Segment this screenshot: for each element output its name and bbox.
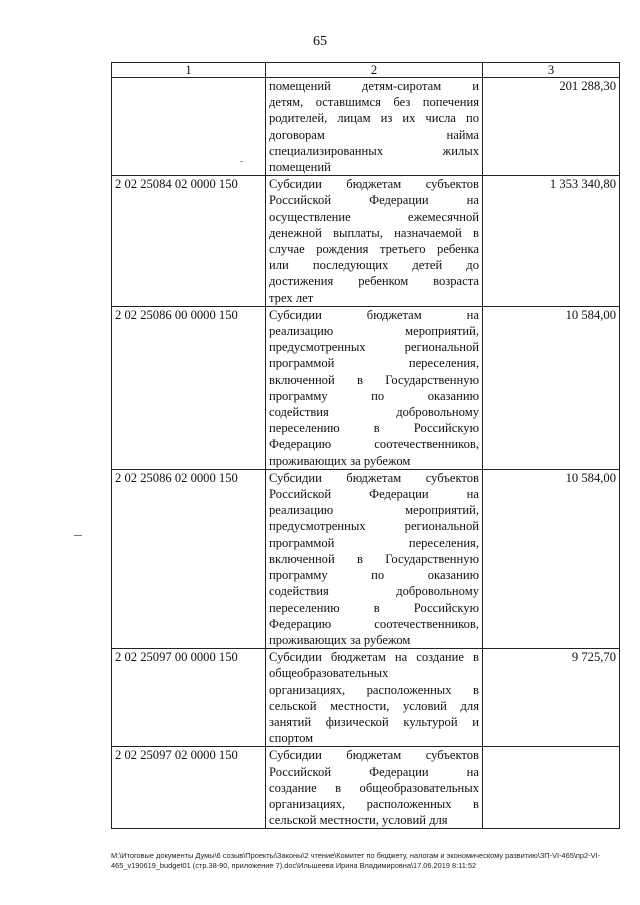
description-line: Субсидии бюджетам субъектов: [269, 177, 479, 192]
description-line: Федерацию соотечественников,: [269, 437, 479, 452]
description-line: Российской Федерации на: [269, 193, 479, 208]
description-line: предусмотренных региональной: [269, 340, 479, 355]
table-row: [112, 306, 620, 469]
description-line: проживающих за рубежом: [269, 632, 411, 647]
table-header-row: [112, 63, 620, 78]
description-line: Субсидии бюджетам на создание в: [269, 650, 479, 665]
description-line: занятий физической культурой и: [269, 714, 479, 729]
description-line: помещений: [269, 160, 331, 175]
budget-code-cell: 2 02 25086 02 0000 150: [112, 469, 266, 648]
scan-artifact: [74, 535, 82, 536]
description-line: родителей, лицам из их числа по: [269, 111, 479, 126]
footer-line-1: М:\Итоговые документы Думы\6 созыв\Проекты\Законы\2 чтение\Комитет по бюджету, налогам и экономическому развитию\ЗП-VI-465\пр2-VI-: [111, 851, 601, 860]
table-row: [112, 649, 620, 747]
description-line: организациях, расположенных в: [269, 682, 479, 697]
description-line: Субсидии бюджетам субъектов: [269, 748, 479, 763]
description-line: спортом: [269, 731, 314, 746]
description-line: Федерацию соотечественников,: [269, 616, 479, 631]
description-line: переселению в Российскую: [269, 421, 479, 436]
page-number: 65: [313, 34, 327, 49]
description-line: включенной в Государственную: [269, 551, 479, 566]
description-line: трех лет: [269, 290, 314, 305]
amount-cell: 1 353 340,80: [483, 176, 620, 307]
description-line: переселению в Российскую: [269, 600, 479, 615]
description-line: денежной выплаты, назначаемой в: [269, 225, 479, 240]
description-line: договорам найма: [269, 127, 479, 142]
budget-code-cell: 2 02 25086 00 0000 150: [112, 306, 266, 469]
budget-code-cell: 2 02 25084 02 0000 150: [112, 176, 266, 307]
amount-cell: 201 288,30: [483, 78, 620, 176]
description-cell: [266, 306, 483, 469]
description-line: Субсидии бюджетам на: [269, 307, 479, 322]
description-line: организациях, расположенных в: [269, 796, 479, 811]
column-header-1: 1: [112, 63, 266, 78]
amount-cell: 9 725,70: [483, 649, 620, 747]
description-cell: [266, 469, 483, 648]
budget-table: [111, 62, 620, 829]
amount-cell: 10 584,00: [483, 306, 620, 469]
description-line: проживающих за рубежом: [269, 453, 411, 468]
description-line: случае рождения третьего ребенка: [269, 242, 479, 257]
description-line: сельской местности, условий для: [269, 698, 479, 713]
description-line: или последующих детей до: [269, 258, 479, 273]
description-line: Субсидии бюджетам субъектов: [269, 470, 479, 485]
description-line: предусмотренных региональной: [269, 519, 479, 534]
description-line: помещений детям-сиротам и: [269, 79, 479, 93]
description-line: осуществление ежемесячной: [269, 209, 479, 224]
document-path-footer: [111, 851, 631, 871]
description-line: Российской Федерации на: [269, 764, 479, 779]
column-header-2: 2: [266, 63, 483, 78]
description-line: содействия добровольному: [269, 584, 479, 599]
description-line: реализацию мероприятий,: [269, 324, 479, 339]
amount-cell: [483, 747, 620, 829]
description-line: программу по оказанию: [269, 388, 479, 403]
amount-cell: 10 584,00: [483, 469, 620, 648]
description-line: программой переселения,: [269, 535, 479, 550]
table-row: [112, 747, 620, 829]
budget-code-cell: 2 02 25097 02 0000 150: [112, 747, 266, 829]
table-row: [112, 78, 620, 176]
description-line: специализированных жилых: [269, 143, 479, 158]
description-line: программой переселения,: [269, 356, 479, 371]
description-line: содействия добровольному: [269, 405, 479, 420]
budget-code-cell: [112, 78, 266, 176]
description-line: общеобразовательных: [269, 666, 389, 681]
description-line: достижения ребенком возраста: [269, 274, 479, 289]
table-row: [112, 176, 620, 307]
budget-code-cell: 2 02 25097 00 0000 150: [112, 649, 266, 747]
description-cell: [266, 747, 483, 829]
description-cell: [266, 176, 483, 307]
description-cell: [266, 78, 483, 176]
description-line: Российской Федерации на: [269, 487, 479, 502]
description-line: реализацию мероприятий,: [269, 503, 479, 518]
description-line: создание в общеобразовательных: [269, 780, 479, 795]
description-line: включенной в Государственную: [269, 372, 479, 387]
footer-line-2: 465_v190619_budget01 (стр.38-90, приложение 7).doc\Ильшеева Ирина Владимировна\17.06.2019 8:11:52: [111, 861, 477, 870]
description-cell: [266, 649, 483, 747]
table-body: [112, 78, 620, 829]
table-row: [112, 469, 620, 648]
description-line: программу по оказанию: [269, 568, 479, 583]
description-line: сельской местности, условий для: [269, 813, 448, 828]
description-line: детям, оставшимся без попечения: [269, 95, 479, 110]
column-header-3: 3: [483, 63, 620, 78]
